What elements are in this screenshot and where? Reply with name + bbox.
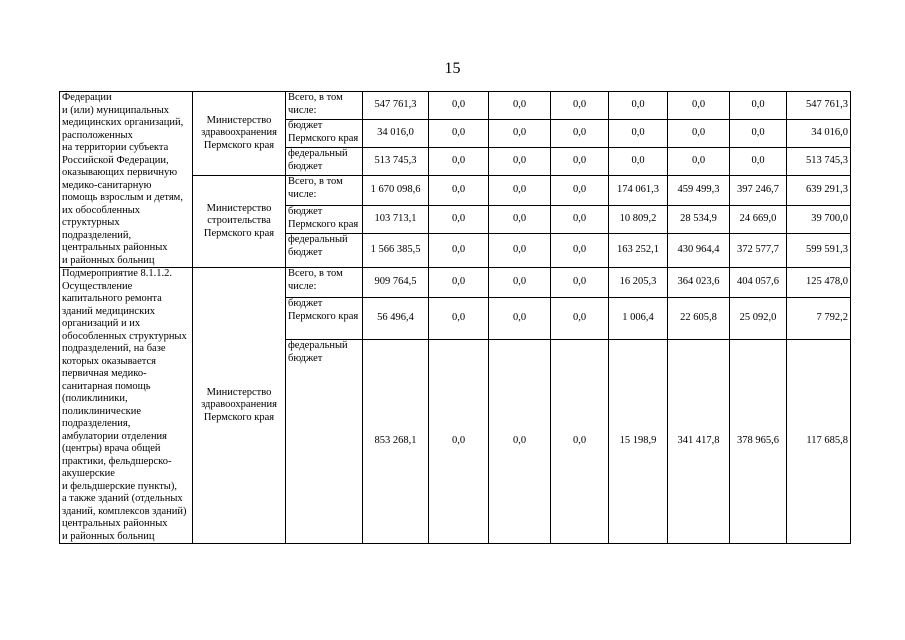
description-line: зданий медицинских <box>62 305 156 317</box>
value-cell: 0,0 <box>489 298 551 340</box>
executor-line: здравоохранения <box>201 127 277 139</box>
value-cell: 0,0 <box>429 92 489 120</box>
value-cell: 28 534,9 <box>668 206 730 234</box>
funding-source: Всего, в том числе: <box>286 176 363 206</box>
value-cell: 0,0 <box>551 92 609 120</box>
value-cell: 117 685,8 <box>787 340 851 544</box>
description-line: центральных районных <box>62 518 168 529</box>
measure-description-2 <box>60 268 193 544</box>
value-cell: 0,0 <box>429 148 489 176</box>
value-cell: 25 092,0 <box>730 298 787 340</box>
funding-source: бюджет Пермского края <box>286 206 363 234</box>
value-cell: 103 713,1 <box>363 206 429 234</box>
value-cell: 0,0 <box>551 148 609 176</box>
executor-line: Пермского края <box>203 227 275 239</box>
funding-source: Всего, в том числе: <box>286 92 363 120</box>
value-cell: 0,0 <box>429 268 489 298</box>
value-cell: 364 023,6 <box>668 268 730 298</box>
value-cell: 10 809,2 <box>609 206 668 234</box>
description-line: и (или) муниципальных <box>62 104 170 116</box>
description-line: Осуществление <box>62 280 133 292</box>
value-cell: 341 417,8 <box>668 340 730 544</box>
executor-3 <box>193 268 286 544</box>
description-line: амбулатории отделения <box>62 430 168 442</box>
value-cell: 0,0 <box>551 176 609 206</box>
value-cell: 34 016,0 <box>787 120 851 148</box>
value-cell: 547 761,3 <box>787 92 851 120</box>
value-cell: 0,0 <box>730 148 787 176</box>
value-cell: 0,0 <box>609 92 668 120</box>
executor-line: Министерство <box>206 386 272 398</box>
value-cell: 0,0 <box>489 148 551 176</box>
funding-source: федеральный бюджет <box>286 234 363 268</box>
value-cell: 0,0 <box>668 120 730 148</box>
description-line: первичная медико- <box>62 368 147 379</box>
value-cell: 547 761,3 <box>363 92 429 120</box>
funding-source: бюджет Пермского края <box>286 298 363 340</box>
value-cell: 372 577,7 <box>730 234 787 268</box>
executor-line: здравоохранения <box>201 399 277 411</box>
page-number: 15 <box>444 60 461 77</box>
description-line: оказывающих первичную <box>62 167 178 178</box>
value-cell: 24 669,0 <box>730 206 787 234</box>
value-cell: 174 061,3 <box>609 176 668 206</box>
description-line: (поликлиники, <box>62 393 128 404</box>
value-cell: 0,0 <box>609 120 668 148</box>
description-line: капитального ремонта <box>62 293 162 304</box>
value-cell: 430 964,4 <box>668 234 730 268</box>
description-line: организаций и их <box>62 318 141 329</box>
executor-line: Министерство <box>206 202 272 214</box>
funding-source: федеральный бюджет <box>286 148 363 176</box>
value-cell: 0,0 <box>429 298 489 340</box>
value-cell: 0,0 <box>429 206 489 234</box>
value-cell: 0,0 <box>551 340 609 544</box>
value-cell: 7 792,2 <box>787 298 851 340</box>
value-cell: 0,0 <box>730 120 787 148</box>
description-line: поликлинические <box>62 405 142 417</box>
value-cell: 0,0 <box>429 234 489 268</box>
value-cell: 0,0 <box>489 120 551 148</box>
value-cell: 0,0 <box>429 176 489 206</box>
value-cell: 513 745,3 <box>787 148 851 176</box>
value-cell: 1 006,4 <box>609 298 668 340</box>
value-cell: 0,0 <box>609 148 668 176</box>
value-cell: 0,0 <box>551 234 609 268</box>
value-cell: 56 496,4 <box>363 298 429 340</box>
value-cell: 0,0 <box>668 92 730 120</box>
description-line: расположенных <box>62 129 133 141</box>
value-cell: 0,0 <box>489 206 551 234</box>
value-cell: 15 198,9 <box>609 340 668 544</box>
description-line: Российской Федерации, <box>62 154 169 166</box>
value-cell: 163 252,1 <box>609 234 668 268</box>
value-cell: 1 670 098,6 <box>363 176 429 206</box>
value-cell: 0,0 <box>551 120 609 148</box>
description-line: и фельдшерские пункты), <box>62 480 177 492</box>
description-line: а также зданий (отдельных <box>62 493 183 504</box>
value-cell: 22 605,8 <box>668 298 730 340</box>
value-cell: 0,0 <box>489 176 551 206</box>
value-cell: 16 205,3 <box>609 268 668 298</box>
description-line: санитарная помощь <box>62 380 151 392</box>
description-line: медико-санитарную <box>62 179 152 191</box>
description-line: их обособленных <box>62 204 141 216</box>
budget-table <box>59 91 851 544</box>
description-line: практики, фельдшерско- <box>62 455 172 467</box>
value-cell: 125 478,0 <box>787 268 851 298</box>
value-cell: 0,0 <box>730 92 787 120</box>
funding-source: бюджет Пермского края <box>286 120 363 148</box>
description-line: медицинских организаций, <box>62 117 184 128</box>
description-line: центральных районных <box>62 242 168 253</box>
value-cell: 0,0 <box>489 340 551 544</box>
funding-source: федеральный бюджет <box>286 340 363 544</box>
value-cell: 0,0 <box>551 298 609 340</box>
description-line: помощь взрослым и детям, <box>62 192 183 203</box>
value-cell: 909 764,5 <box>363 268 429 298</box>
table-row <box>60 268 851 298</box>
description-line: акушерские <box>62 468 115 479</box>
value-cell: 853 268,1 <box>363 340 429 544</box>
value-cell: 0,0 <box>551 268 609 298</box>
value-cell: 378 965,6 <box>730 340 787 544</box>
description-line: Федерации <box>62 92 112 103</box>
description-line: обособленных структурных <box>62 330 187 342</box>
value-cell: 404 057,6 <box>730 268 787 298</box>
description-line: подразделения, <box>62 418 131 429</box>
description-line: зданий, комплексов зданий) <box>62 505 187 517</box>
description-line: которых оказывается <box>62 355 156 367</box>
measure-description-1 <box>60 92 193 268</box>
description-line: на территории субъекта <box>62 142 169 153</box>
value-cell: 34 016,0 <box>363 120 429 148</box>
value-cell: 0,0 <box>489 92 551 120</box>
executor-1 <box>193 92 286 176</box>
executor-line: Министерство <box>206 114 272 126</box>
value-cell: 459 499,3 <box>668 176 730 206</box>
value-cell: 639 291,3 <box>787 176 851 206</box>
value-cell: 39 700,0 <box>787 206 851 234</box>
executor-line: Пермского края <box>203 139 275 151</box>
executor-2 <box>193 176 286 268</box>
value-cell: 1 566 385,5 <box>363 234 429 268</box>
description-line: и районных больниц <box>62 254 155 266</box>
value-cell: 0,0 <box>489 268 551 298</box>
funding-source: Всего, в том числе: <box>286 268 363 298</box>
value-cell: 599 591,3 <box>787 234 851 268</box>
value-cell: 0,0 <box>489 234 551 268</box>
value-cell: 397 246,7 <box>730 176 787 206</box>
description-line: подразделений, <box>62 229 132 241</box>
table-row <box>60 92 851 120</box>
description-line: Подмероприятие 8.1.1.2. <box>62 268 172 279</box>
value-cell: 0,0 <box>551 206 609 234</box>
value-cell: 0,0 <box>429 340 489 544</box>
description-line: структурных <box>62 217 120 228</box>
description-line: (центры) врача общей <box>62 443 161 454</box>
value-cell: 0,0 <box>429 120 489 148</box>
description-line: и районных больниц <box>62 530 155 542</box>
executor-line: Пермского края <box>203 411 275 423</box>
value-cell: 0,0 <box>668 148 730 176</box>
executor-line: строительства <box>207 215 271 227</box>
value-cell: 513 745,3 <box>363 148 429 176</box>
description-line: подразделений, на базе <box>62 343 166 354</box>
